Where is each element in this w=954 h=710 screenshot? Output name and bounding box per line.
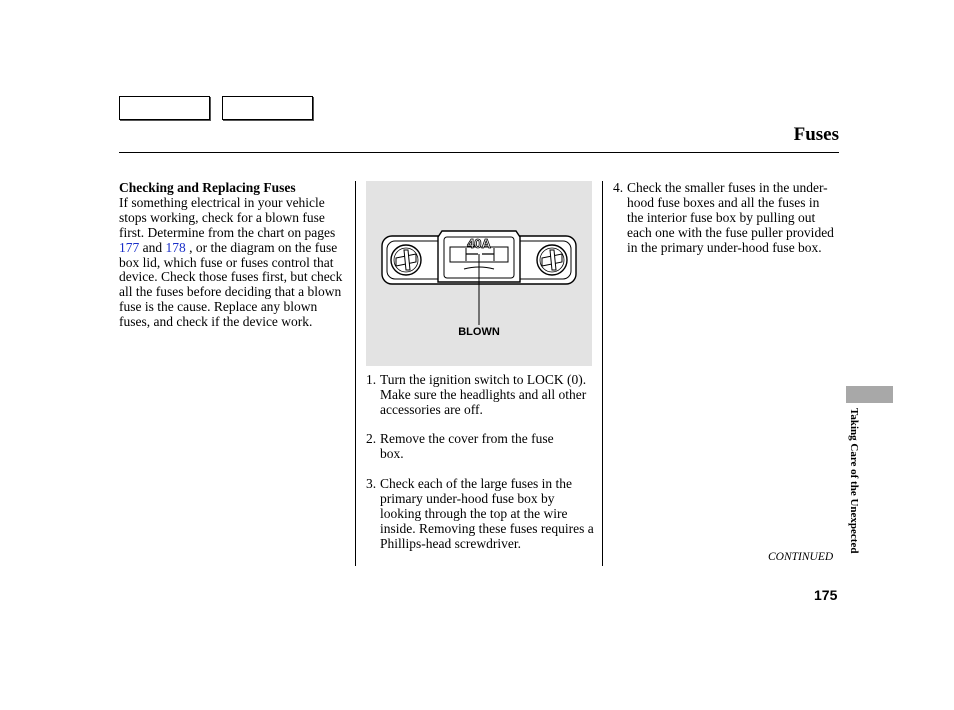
- step-text: Turn the ignition switch to LOCK (0). Make sure the headlights and all other accessories are off.: [380, 372, 587, 417]
- column-divider-1: [355, 181, 356, 566]
- step-text: Remove the cover from the fuse box.: [380, 431, 554, 461]
- section-label: Taking Care of the Unexpected: [848, 408, 860, 554]
- step-number: 2.: [366, 431, 377, 446]
- step-text: Check each of the large fuses in the primary under-hood fuse box by looking through the top at the wire inside. Removing these fuses requires a Phillips-head screwdriver.: [380, 476, 594, 551]
- intro-text-1: If something electrical in your vehicle stops working, check for a blown fuse first. Determine from the chart on pages: [119, 194, 336, 240]
- step-text: Check the smaller fuses in the under-hood fuse boxes and all the fuses in the interior fuse box by pulling out each one with the fuse puller provided in the primary under-hood fuse box.: [627, 180, 834, 255]
- section-tab[interactable]: [846, 386, 893, 403]
- column-divider-2: [602, 181, 603, 566]
- continued-label: CONTINUED: [768, 551, 834, 563]
- page-link-177[interactable]: 177: [119, 239, 140, 255]
- intro-text-2: , or the diagram on the fuse box lid, which fuse or fuses control that device. Check those fuses first, but check all the fuses before deciding that a blown fuse is the cause. Replace any blown fuses, and check if the device work.: [119, 239, 343, 330]
- intro-paragraph: [119, 196, 347, 330]
- fuse-diagram: [366, 181, 592, 366]
- step-number: 4.: [613, 180, 624, 195]
- screw-left-icon: [391, 245, 421, 275]
- page-number: 175: [814, 587, 838, 603]
- blown-label: BLOWN: [458, 326, 500, 338]
- header-rule: [119, 152, 839, 153]
- page-link-178[interactable]: 178: [165, 239, 186, 255]
- blown-fuse-illustration: [366, 181, 592, 366]
- nav-button-index[interactable]: [222, 96, 313, 120]
- page-title: Fuses: [793, 124, 839, 145]
- intro-column: [119, 181, 347, 330]
- nav-button-contents[interactable]: [119, 96, 210, 120]
- fuse-rating-label: 40A: [467, 236, 491, 251]
- step-number: 3.: [366, 476, 377, 491]
- intro-text-and: and: [139, 239, 166, 255]
- screw-right-icon: [537, 245, 567, 275]
- section-heading: Checking and Replacing Fuses: [119, 180, 296, 195]
- step-number: 1.: [366, 372, 377, 387]
